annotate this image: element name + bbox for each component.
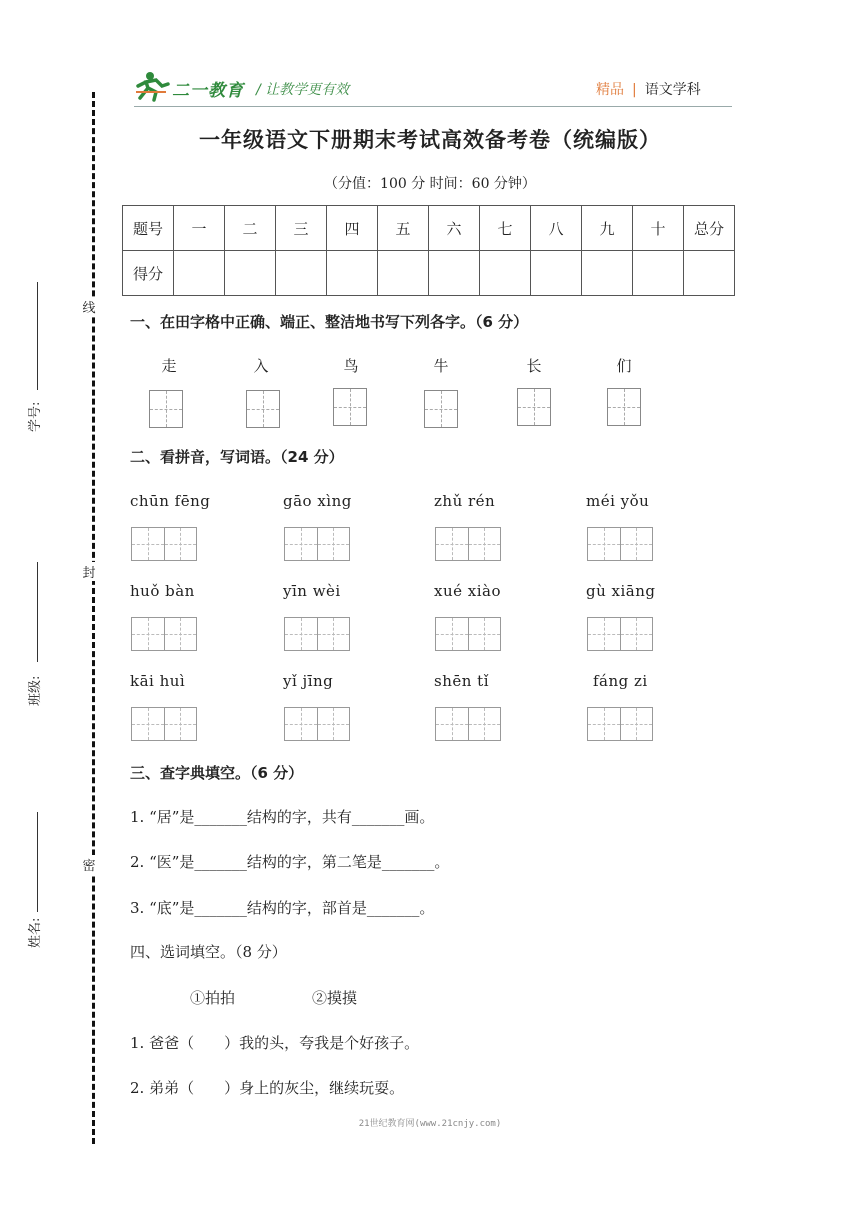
brand-tag (596, 79, 701, 99)
word-answer-grid[interactable] (435, 707, 501, 741)
word-answer-grid[interactable] (587, 707, 653, 741)
word-option: ①拍拍 (190, 989, 236, 1007)
score-header-cell: 五 (378, 206, 429, 251)
pinyin-prompt: gāo xìng (283, 492, 352, 510)
pinyin-prompt: chūn fēng (130, 492, 211, 510)
score-header-cell: 总分 (684, 206, 735, 251)
pinyin-prompt: huǒ bàn (130, 582, 195, 600)
pinyin-prompt: kāi huì (130, 672, 186, 690)
question-text: 2. “医”是_______结构的字，第二笔是_______。 (130, 853, 450, 871)
word-answer-grid[interactable] (587, 617, 653, 651)
question-text: 1. “居”是_______结构的字，共有_______画。 (130, 808, 435, 826)
pinyin-prompt: zhǔ rén (434, 492, 496, 510)
score-cell[interactable] (225, 251, 276, 296)
page-title: 一年级语文下册期末考试高效备考卷（统编版） (199, 128, 661, 152)
pinyin-prompt: xué xiào (434, 582, 501, 600)
score-header-cell: 一 (174, 206, 225, 251)
class-line (37, 562, 38, 662)
tian-grid-box[interactable] (246, 390, 280, 428)
pinyin-prompt: méi yǒu (586, 492, 650, 510)
word-answer-grid[interactable] (131, 527, 197, 561)
score-header-cell: 三 (276, 206, 327, 251)
name-label: 姓名: (28, 917, 43, 948)
score-header-cell: 八 (531, 206, 582, 251)
score-table (122, 205, 735, 296)
word-answer-grid[interactable] (435, 617, 501, 651)
score-cell[interactable] (582, 251, 633, 296)
pinyin-prompt: gù xiāng (586, 582, 656, 600)
pinyin-prompt: yǐ jīng (283, 672, 334, 690)
binding-feng: 封 (80, 562, 98, 581)
score-cell[interactable] (276, 251, 327, 296)
binding-mi: 密 (80, 855, 98, 874)
word-option: ②摸摸 (312, 989, 358, 1007)
score-header-cell: 七 (480, 206, 531, 251)
question-text: 2. 弟弟（ ）身上的灰尘，继续玩耍。 (130, 1079, 405, 1097)
score-table-score-row (123, 251, 735, 296)
score-cell[interactable] (684, 251, 735, 296)
word-answer-grid[interactable] (284, 527, 350, 561)
student-id-label: 学号: (28, 401, 43, 432)
score-table-header-row (123, 206, 735, 251)
brand-separator: | (632, 82, 637, 98)
score-cell[interactable] (633, 251, 684, 296)
binding-dashed-line (92, 92, 95, 1144)
word-answer-grid[interactable] (284, 707, 350, 741)
tian-grid-box[interactable] (333, 388, 367, 426)
footer-watermark: 21世纪教育网(www.21cnjy.com) (358, 1119, 502, 1129)
section-3-heading: 三、查字典填空。（6 分） (130, 764, 304, 782)
score-header-cell: 题号 (123, 206, 174, 251)
tian-grid-box[interactable] (517, 388, 551, 426)
binding-xian: 线 (80, 297, 98, 316)
score-header-cell: 六 (429, 206, 480, 251)
word-answer-grid[interactable] (587, 527, 653, 561)
pinyin-prompt: shēn tǐ (434, 672, 489, 690)
class-label: 班级: (28, 675, 43, 706)
student-id-line (37, 282, 38, 390)
practice-char: 们 (616, 357, 632, 375)
score-cell[interactable] (480, 251, 531, 296)
question-text: 3. “底”是_______结构的字，部首是_______。 (130, 899, 435, 917)
practice-char: 牛 (433, 357, 449, 375)
section-4-heading: 四、选词填空。（8 分） (130, 943, 287, 961)
tian-grid-box[interactable] (424, 390, 458, 428)
score-cell[interactable] (531, 251, 582, 296)
header-divider (134, 106, 732, 107)
brand-quality: 精品 (596, 82, 624, 98)
question-text: 1. 爸爸（ ）我的头，夸我是个好孩子。 (130, 1034, 420, 1052)
section-2-heading: 二、看拼音，写词语。（24 分） (130, 448, 344, 466)
score-header-cell: 四 (327, 206, 378, 251)
score-header-cell: 十 (633, 206, 684, 251)
score-header-cell: 九 (582, 206, 633, 251)
tian-grid-box[interactable] (607, 388, 641, 426)
score-row-label: 得分 (123, 251, 174, 296)
slogan: / 让教学更有效 (256, 82, 350, 98)
logo-text: 二一教育 (172, 81, 244, 101)
brand-subject: 语文学科 (644, 82, 701, 98)
page-subtitle: （分值：100 分 时间：60 分钟） (324, 176, 536, 192)
score-cell[interactable] (378, 251, 429, 296)
score-cell[interactable] (429, 251, 480, 296)
word-answer-grid[interactable] (435, 527, 501, 561)
name-line (37, 812, 38, 912)
practice-char: 鸟 (343, 357, 359, 375)
pinyin-prompt: yīn wèi (283, 582, 341, 600)
practice-char: 走 (161, 357, 177, 375)
tian-grid-box[interactable] (149, 390, 183, 428)
practice-char: 长 (526, 357, 542, 375)
pinyin-prompt: fáng zi (593, 672, 648, 690)
word-answer-grid[interactable] (131, 707, 197, 741)
word-answer-grid[interactable] (284, 617, 350, 651)
score-header-cell: 二 (225, 206, 276, 251)
word-answer-grid[interactable] (131, 617, 197, 651)
score-cell[interactable] (327, 251, 378, 296)
section-1-heading: 一、在田字格中正确、端正、整洁地书写下列各字。（6 分） (130, 313, 529, 331)
practice-char: 入 (253, 357, 269, 375)
score-cell[interactable] (174, 251, 225, 296)
